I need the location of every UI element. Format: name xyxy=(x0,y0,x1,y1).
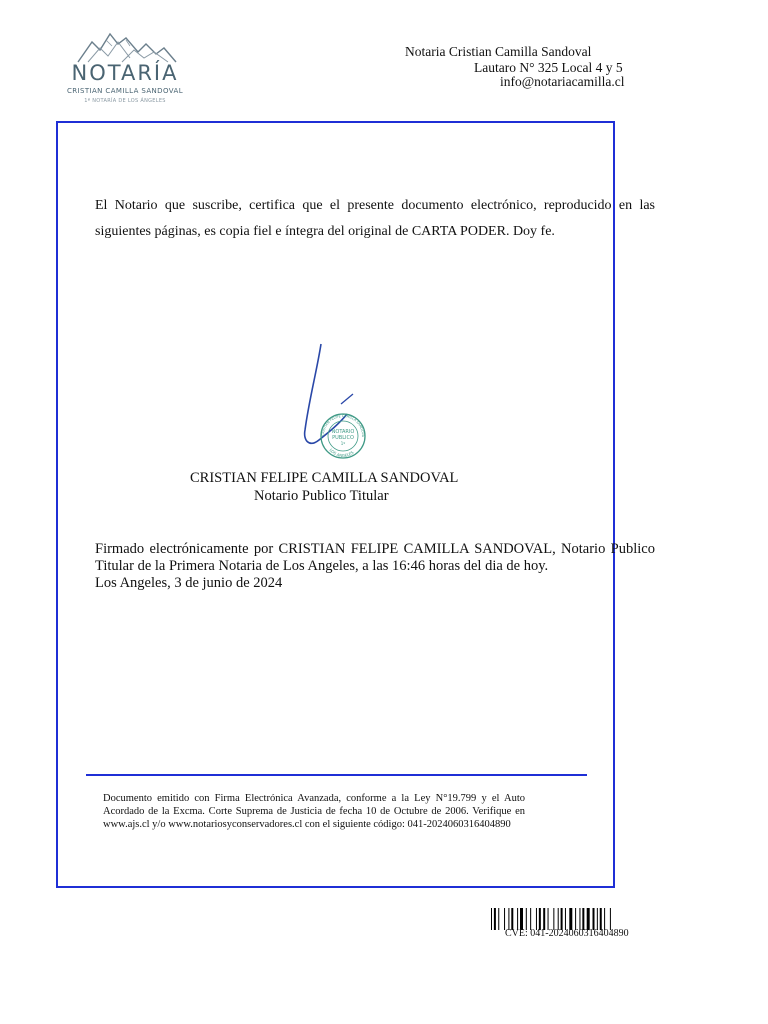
barcode-bar xyxy=(561,908,563,930)
notary-signature-block xyxy=(100,469,608,505)
logo-wordmark: NOTARÍA xyxy=(71,61,179,85)
place-date: Los Angeles, 3 de junio de 2024 xyxy=(95,575,283,591)
barcode-bar xyxy=(597,908,598,930)
barcode xyxy=(491,908,649,930)
notary-logo xyxy=(60,28,190,108)
barcode-bar xyxy=(498,908,499,930)
mountains-icon xyxy=(60,28,190,64)
barcode-bar xyxy=(579,908,580,930)
certification-text: El Notario que suscribe, certifica que el presente documento electrónico, reproducido en las siguientes páginas, es copia fiel e íntegra del original de CARTA PODER. Doy fe. xyxy=(95,198,655,239)
logo-subtitle: 1ª NOTARÍA DE LOS ÁNGELES xyxy=(84,98,166,104)
barcode-bar xyxy=(508,908,509,930)
barcode-bar xyxy=(553,908,554,930)
barcode-bar xyxy=(558,908,559,930)
cve-code: CVE: 041-2024060316404890 xyxy=(505,928,629,939)
header-email: info@notariacamilla.cl xyxy=(500,74,625,89)
barcode-bar xyxy=(536,908,537,930)
notary-title: Notario Publico Titular xyxy=(254,488,389,504)
seal-center-2: PUBLICO xyxy=(332,435,354,441)
barcode-bar xyxy=(575,908,576,930)
seal-center-1: NOTARIO xyxy=(331,429,355,435)
logo-name: CRISTIAN CAMILLA SANDOVAL xyxy=(66,87,183,95)
seal-center-3: 1º xyxy=(340,441,346,446)
barcode-bar xyxy=(548,908,549,930)
barcode-bar xyxy=(569,908,572,930)
signed-statement xyxy=(95,541,655,592)
barcode-bar xyxy=(543,908,545,930)
barcode-bar xyxy=(491,908,492,930)
footer-legal-text: Documento emitido con Firma Electrónica Avanzada, conforme a la Ley N°19.799 y el Auto Acordado de la Excma. Corte Suprema de Justicia de fecha 10 de Octubre de 2006. Verifique en www.ajs.cl y/o www.notariosyconservadores.cl con el siguiente código: 041-2024060316404890 xyxy=(103,793,525,830)
header-address: Lautaro N° 325 Local 4 y 5 xyxy=(474,60,623,75)
barcode-bar xyxy=(587,908,590,930)
footer-divider xyxy=(86,774,587,776)
seal-bottom-text: LOS ANGELES xyxy=(328,447,355,459)
barcode-bar xyxy=(539,908,541,930)
barcode-bar xyxy=(526,908,527,930)
barcode-bar xyxy=(504,908,505,930)
barcode-bar xyxy=(604,908,605,930)
signature-seal xyxy=(295,340,375,460)
barcode-bar xyxy=(517,908,518,930)
barcode-bar xyxy=(610,908,611,930)
header-office: Notaria Cristian Camilla Sandoval xyxy=(405,44,592,59)
barcode-bar xyxy=(600,908,602,930)
notary-name: CRISTIAN FELIPE CAMILLA SANDOVAL xyxy=(190,470,459,486)
barcode-bar xyxy=(565,908,566,930)
barcode-bar xyxy=(593,908,595,930)
barcode-bar xyxy=(582,908,584,930)
signed-text: Firmado electrónicamente por CRISTIAN FELIPE CAMILLA SANDOVAL, Notario Publico Titular de la Primera Notaria de Los Angeles, a las 16:46 horas del dia de hoy. xyxy=(95,541,655,574)
barcode-bar xyxy=(511,908,513,930)
seal-ring-text: CRISTIAN FELIPE CAMILLA SANDOVA xyxy=(320,413,366,437)
barcode-bar xyxy=(520,908,523,930)
barcode-bar xyxy=(494,908,496,930)
barcode-bar xyxy=(530,908,531,930)
